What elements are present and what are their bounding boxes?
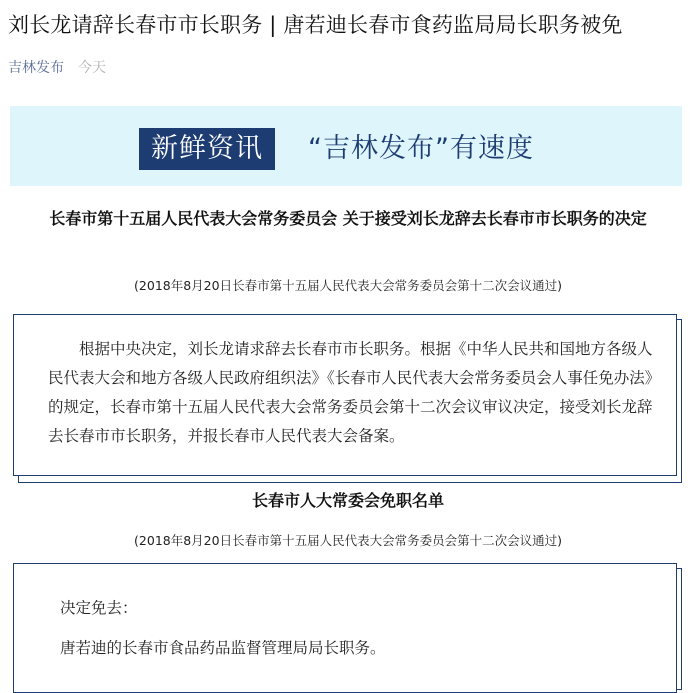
dismissal-box [13, 563, 677, 693]
header-banner-image [10, 106, 682, 186]
dismissal-detail-text: 唐若迪的长春市食品药品监督管理局局长职务。 [60, 639, 386, 657]
decision-heading: 长春市第十五届人民代表大会常务委员会 关于接受刘长龙辞去长春市市长职务的决定 [49, 209, 647, 228]
decision-box [13, 314, 677, 476]
banner-slogan: “吉林发布”有速度 [308, 133, 534, 164]
dismissal-meeting-note: (2018年8月20日长春市第十五届人民代表大会常务委员会第十二次会议通过) [134, 533, 562, 548]
decision-body-text: 根据中央决定，刘长龙请求辞去长春市市长职务。根据《中华人民共和国地方各级人民代表大会和地方各级人民政府组织法》《长春市人民代表大会常务委员会人事任免办法》的规定，长春市第十五届人民代表大会常务委员会第十二次会议审议决定，接受刘长龙辞去长春市市长职务，并报长春市人民代表大会备案。 [48, 340, 653, 445]
source-account-link[interactable]: 吉林发布 [8, 60, 64, 76]
decision-meeting-note: (2018年8月20日长春市第十五届人民代表大会常务委员会第十二次会议通过) [134, 278, 562, 293]
dismissal-list-heading: 长春市人大常委会免职名单 [251, 491, 444, 510]
dismissal-intro-text: 决定免去： [60, 599, 138, 617]
article-meta [8, 56, 106, 78]
banner-tag: 新鲜资讯 [139, 128, 275, 170]
article-title: 刘长龙请辞长春市市长职务 | 唐若迪长春市食药监局局长职务被免 [8, 13, 623, 37]
publish-date: 今天 [78, 60, 106, 76]
